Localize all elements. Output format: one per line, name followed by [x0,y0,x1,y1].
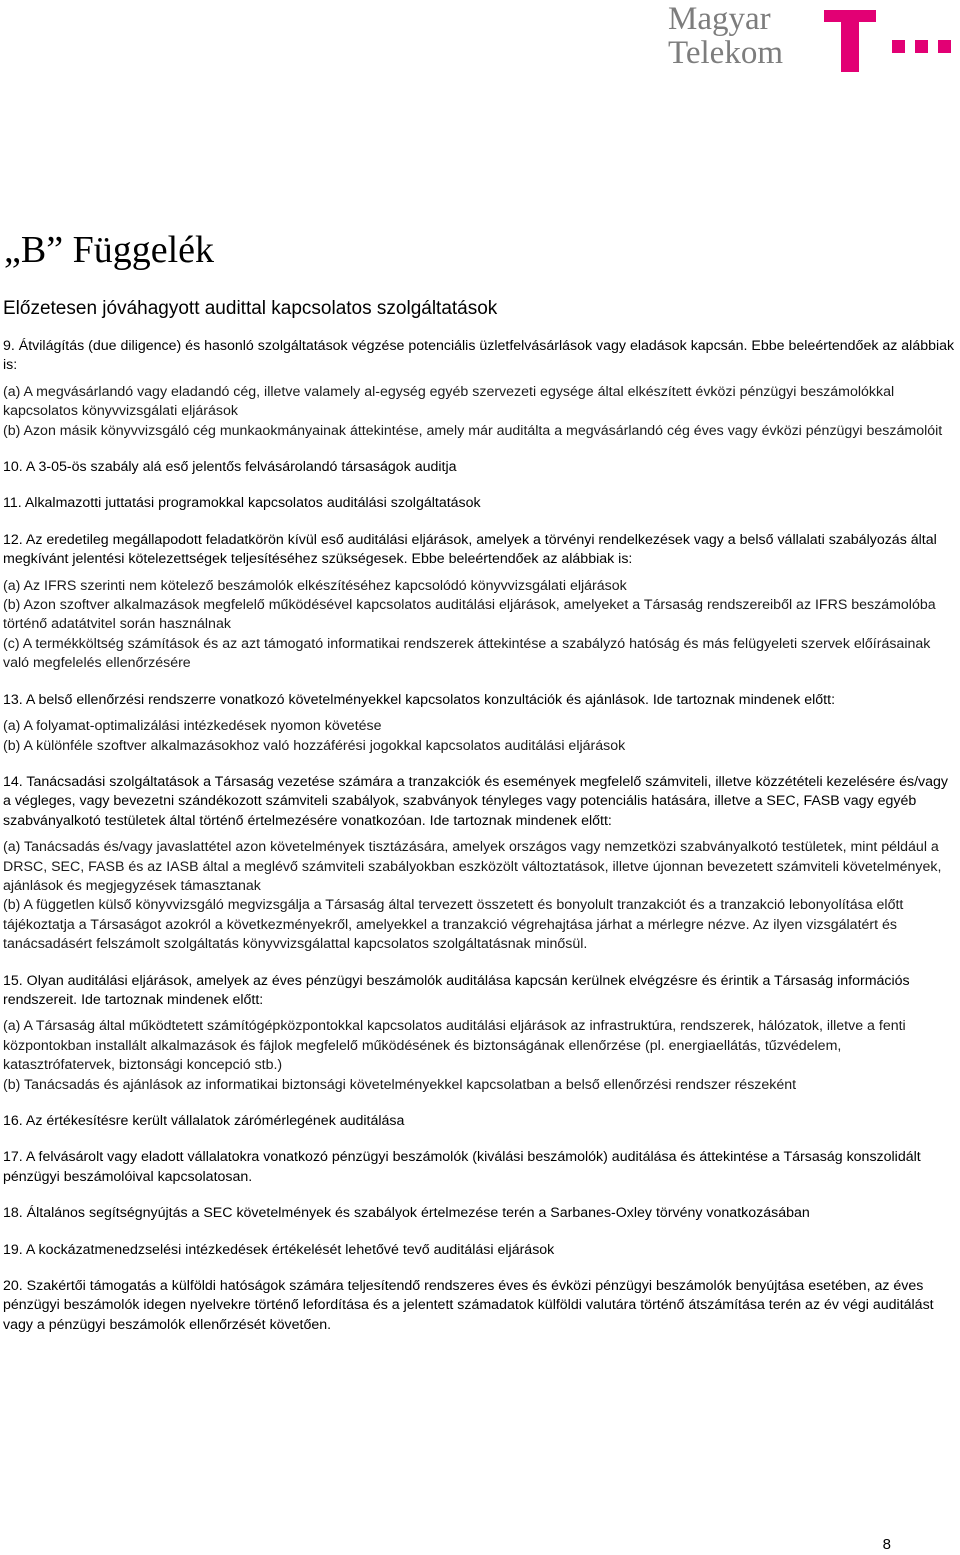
section-20-title: 20. Szakértői támogatás a külföldi hatóságok számára teljesítendő rendszeres éves és évközi pénzügyi beszámolók benyújtása esetében, az éves pénzügyi beszámolók idegen nyelvekre történő lefordítása és a jelentett számadatok külföldi valutára történő átszámítása terén az év végi auditálást vagy a pénzügyi beszámolók ellenőrzését követően. [3,1278,934,1333]
page-title: „B” Függelék [4,229,215,271]
page-subtitle: Előzetesen jóváhagyott audittal kapcsolatos szolgáltatások [3,298,498,319]
section-13-title: 13. A belső ellenőrzési rendszerre vonatkozó követelményekkel kapcsolatos konzultációk és ajánlások. Ide tartoznak mindenek előtt: [3,691,836,708]
page-number: 8 [882,1536,891,1553]
section-13-item-a: (a) A folyamat-optimalizálási intézkedések nyomon követése [3,718,382,735]
logo-line-2: Telekom [668,35,783,71]
telekom-t-icon [818,6,958,72]
section-15-title: 15. Olyan auditálási eljárások, amelyek az éves pénzügyi beszámolók auditálása kapcsán kerülnek elvégzésre és érintik a Társaság információs rendszereit. Ide tartoznak mindenek előtt: [3,972,910,1008]
section-18-title: 18. Általános segítségnyújtás a SEC követelmények és szabályok értelmezése terén a Sarbanes-Oxley törvény vonatkozásában [3,1205,810,1222]
section-14-title: 14. Tanácsadási szolgáltatások a Társaság vezetése számára a tranzakciók és események megfelelő számviteli, illetve közzétételi kezelésére és/vagy a végleges, vagy bevezetni szándékozott számviteli szabályok, szabványok tényleges vagy potenciális hatására, illetve a SEC, FASB vagy egyéb szabványalkotó testületek által történő értelmezésére vonatkozóan. Ide tartoznak mindenek előtt: [3,773,948,829]
section-11-title: 11. Alkalmazotti juttatási programokkal kapcsolatos auditálási szolgáltatások [3,495,481,512]
section-19-title: 19. A kockázatmenedzselési intézkedések értékelését lehetővé tevő auditálási eljárások [3,1241,555,1258]
section-14-item-b: (b) A független külső könyvvizsgáló megvizsgálja a Társaság által tervezett összetett és bonyolult tranzakciót és a tranzakció lebonyolítása előtt tájékoztatja a Társaságot azokról a következményekről, amelyekkel a tranzakció végrehajtása járhat a mérlegre nézve. Az ilyen vizsgálatért és tanácsadásért felszámolt szolgáltatás könyvvizsgálattal kapcsolatos szolgáltatásnak minősül. [3,897,904,953]
section-15-item-a: (a) A Társaság által működtetett számítógépközpontokkal kapcsolatos auditálási eljárások az infrastruktúra, rendszerek, hálózatok, illetve a fenti központokban installált alkalmazások és fájlok megfelelő működésének és biztonságának ellenőrzése (pl. energiaellátás, tűzvédelem, katasztrófatervek, biztonsági koncepció stb.) [3,1018,906,1074]
section-12-item-a: (a) Az IFRS szerinti nem kötelező beszámolók elkészítéséhez kapcsolódó könyvvizsgálati eljárások [3,577,627,594]
section-16-title: 16. Az értékesítésre került vállalatok zárómérlegének auditálása [3,1113,405,1129]
section-12-item-b: (b) Azon szoftver alkalmazások megfelelő működésével kapcsolatos auditálási eljárások, amelyeket a Társaság rendszereiből az IFRS beszámolóba történő adatátvitel során használnak [3,597,936,633]
logo-wordmark [668,2,783,70]
section-13-item-b: (b) A különféle szoftver alkalmazásokhoz való hozzáférési jogokkal kapcsolatos auditálási eljárások [3,737,626,754]
section-12-item-c: (c) A termékköltség számítások és az azt támogató informatikai rendszerek áttekintése a szabályzó hatóság és más felügyeleti szervek előírásainak való megfelelés ellenőrzésére [3,635,931,672]
section-17-title: 17. A felvásárolt vagy eladott vállalatokra vonatkozó pénzügyi beszámolók (kiválási beszámolók) auditálása és áttekintése a Társaság konszolidált pénzügyi beszámolóival kapcsolatosan. [3,1149,921,1185]
section-12-title: 12. Az eredetileg megállapodott feladatkörön kívül eső auditálási eljárások, amelyek a törvényi rendelkezések vagy a belső vállalati szabályozás által megkívánt jelentési kötelezettségek teljesítéséhez szükségesek. Ebbe beleértendőek az alábbiak is: [3,531,937,568]
document-body [3,337,955,1335]
section-14-item-a: (a) Tanácsadás és/vagy javaslattétel azon követelmények tisztázására, amelyek országos vagy nemzetközi szabványalkotó testületek, mint például a DRSC, SEC, FASB és az IASB által a meglévő számviteli szabályokban eszközölt változtatások, illetve újonnan bevezetett számviteli követelmények, ajánlások és megjegyzések támasztanak [3,839,942,894]
magyar-telekom-logo [668,2,960,74]
section-10-title: 10. A 3-05-ös szabály alá eső jelentős felvásárolandó társaságok auditja [3,459,457,476]
section-9-item-a: (a) A megvásárlandó vagy eladandó cég, illetve valamely al-egység egyéb szervezeti egysége által elkészített évközi pénzügyi beszámolókkal kapcsolatos könyvvizsgálati eljárások [3,383,895,420]
section-15-item-b: (b) Tanácsadás és ajánlások az informatikai biztonsági követelményekkel kapcsolatban a belső ellenőrzési rendszer részeként [3,1076,797,1093]
logo-line-1: Magyar [668,1,771,37]
section-9-item-b: (b) Azon másik könyvvizsgáló cég munkaokmányainak áttekintése, amely már auditálta a megvásárlandó cég éves vagy évközi pénzügyi beszámolóit [3,422,943,439]
section-9-title: 9. Átvilágítás (due diligence) és hasonló szolgáltatások végzése potenciális üzletfelvásárlások vagy eladások kapcsán. Ebbe beleértendőek az alábbiak is: [3,338,955,374]
